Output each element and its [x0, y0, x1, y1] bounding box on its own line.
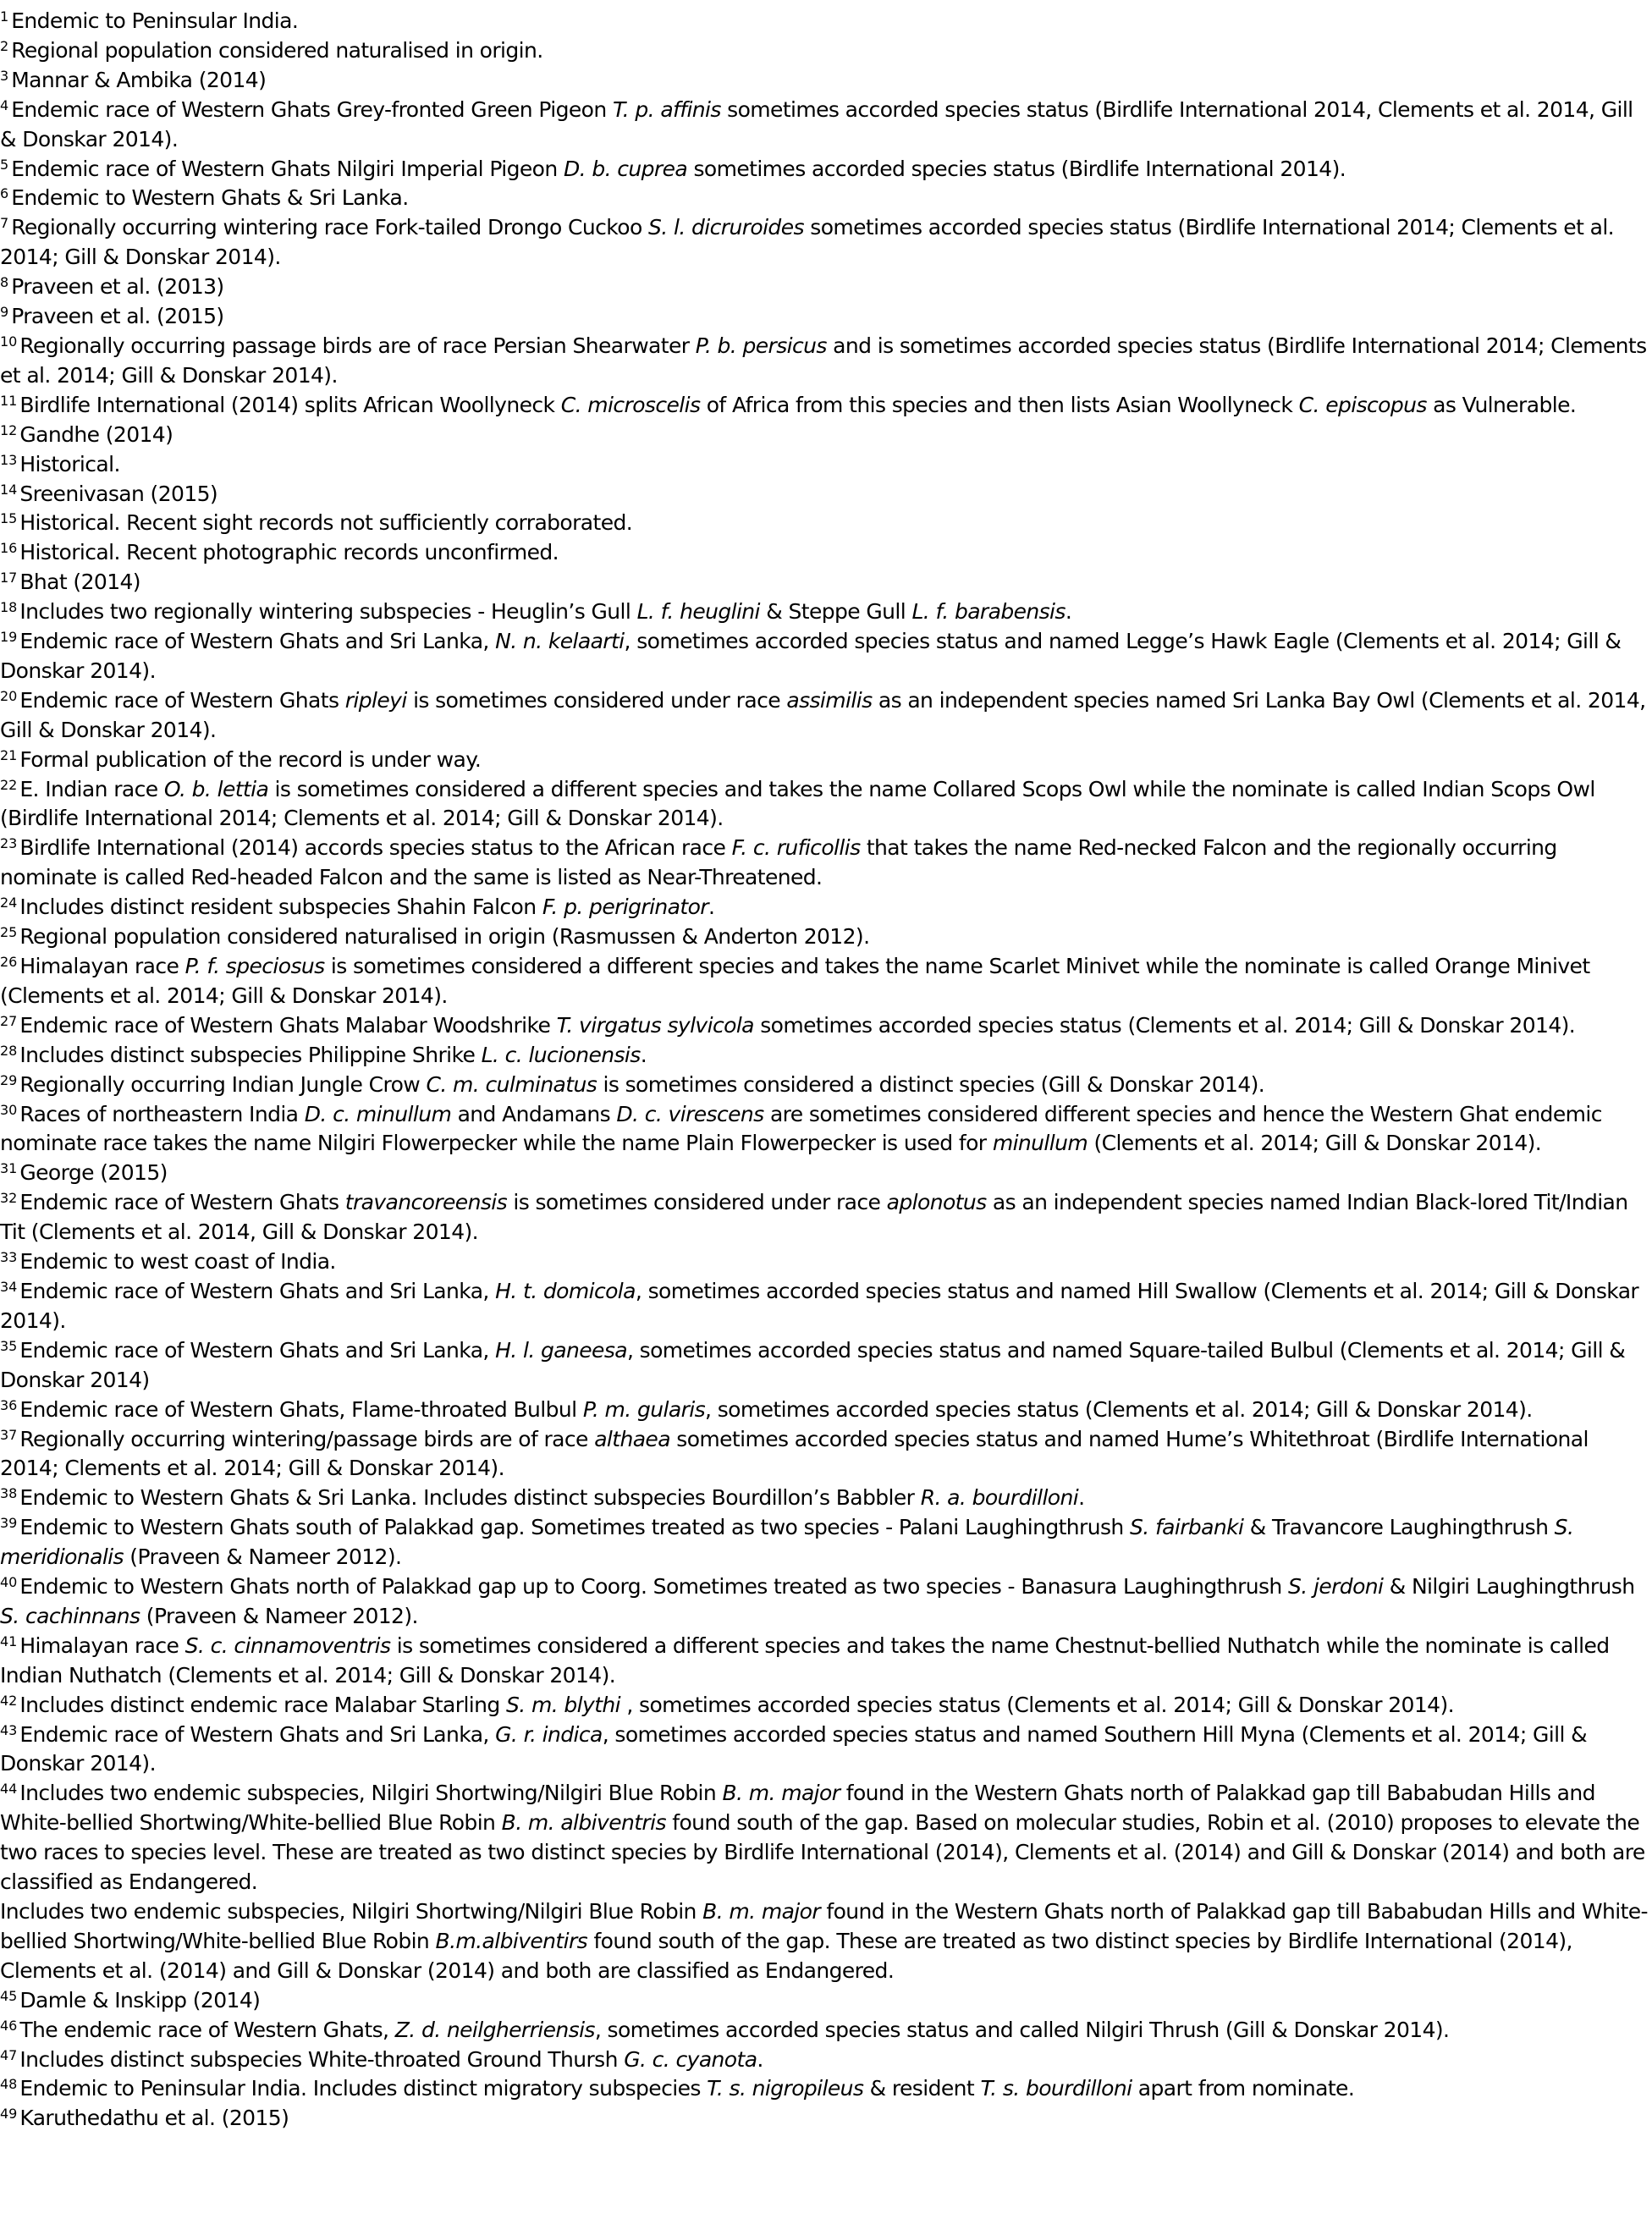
footnote-text: Endemic to Western Ghats & Sri Lanka. Includes distinct subspecies Bourdillon’s Babbler: [19, 1485, 921, 1511]
footnote-number: 34: [0, 1278, 18, 1295]
taxon-name: H. t. domicola: [495, 1278, 636, 1303]
footnote-text: .: [1065, 599, 1072, 625]
footnote: [0, 746, 1650, 775]
footnote-number: 46: [0, 2017, 18, 2034]
footnote-text: found south of the gap. These are treated as two distinct species by Birdlife International (2014), Clements et al. (2014) and Gill & Donskar (2014) and both are classified as Endangered.: [0, 1928, 1572, 1983]
footnote-text: is sometimes considered under race: [406, 687, 787, 713]
footnote-number: 10: [0, 333, 18, 350]
footnote-number: 11: [0, 392, 18, 409]
footnote: [0, 2104, 1650, 2134]
footnote-number: 43: [0, 1721, 18, 1738]
footnote: [0, 922, 1650, 952]
footnote-number: 32: [0, 1190, 18, 1207]
footnote: [0, 1277, 1650, 1336]
footnote: [0, 1100, 1650, 1159]
footnote: [0, 36, 1650, 66]
footnote: [0, 627, 1650, 686]
footnote: [0, 1041, 1650, 1071]
footnote-text: Endemic race of Western Ghats and Sri Lanka,: [19, 1721, 496, 1747]
footnote-number: 25: [0, 924, 18, 941]
footnote-number: 8: [0, 274, 9, 291]
footnote-number: 2: [0, 37, 9, 54]
taxon-name: Z. d. neilgherriensis: [394, 2017, 595, 2042]
taxon-name: D. c. minullum: [304, 1101, 452, 1126]
footnote-text: , sometimes accorded species status and named Legge’s Hawk Eagle (Clements et al. 2014; Gill & Donskar 2014).: [0, 629, 1622, 683]
footnote: [0, 421, 1650, 450]
footnote: [0, 332, 1650, 391]
footnote-text: , sometimes accorded species status (Clements et al. 2014; Gill & Donskar 2014).: [620, 1692, 1454, 1717]
footnote: [0, 1897, 1650, 1986]
footnote-text: , sometimes accorded species status (Clements et al. 2014; Gill & Donskar 2014).: [705, 1396, 1533, 1422]
taxon-name: T. p. affinis: [612, 96, 721, 122]
footnote-text: Sreenivasan (2015): [19, 481, 218, 506]
footnote: [0, 7, 1650, 36]
footnote-text: & resident: [863, 2076, 981, 2101]
footnote-text: sometimes accorded species status (Birdlife International 2014, Clements et al. 2014, Gill & Donskar 2014).: [0, 96, 1633, 151]
footnote-number: 45: [0, 1987, 18, 2004]
taxon-name: B. m. albiventris: [501, 1810, 666, 1836]
footnote-number: 40: [0, 1574, 18, 1591]
taxon-name: assimilis: [786, 687, 873, 713]
footnote-text: Formal publication of the record is under way.: [19, 746, 482, 772]
footnote-number: 42: [0, 1692, 18, 1709]
footnote-number: 13: [0, 451, 18, 468]
taxon-name: C. episcopus: [1298, 392, 1427, 417]
taxon-name: S. fairbanki: [1130, 1515, 1244, 1540]
footnote: [0, 96, 1650, 155]
footnote-number: 22: [0, 776, 18, 793]
taxon-name: F. c. ruficollis: [731, 835, 861, 861]
footnote-text: Mannar & Ambika (2014): [11, 67, 267, 92]
footnote: [0, 2016, 1650, 2046]
footnote-text: Endemic to Peninsular India.: [11, 8, 299, 33]
footnote: [0, 2074, 1650, 2104]
footnote-text: Regionally occurring wintering race Fork-tailed Drongo Cuckoo: [11, 215, 649, 240]
footnote-text: Includes two endemic subspecies, Nilgiri Shortwing/Nilgiri Blue Robin: [19, 1781, 723, 1806]
taxon-name: T. s. bourdilloni: [980, 2076, 1132, 2101]
footnote-text: Damle & Inskipp (2014): [19, 1987, 261, 2013]
footnote-text: .: [640, 1042, 647, 1067]
taxon-name: althaea: [594, 1426, 670, 1451]
taxon-name: L. f. barabensis: [911, 599, 1066, 625]
footnote-text: Praveen et al. (2013): [11, 274, 224, 300]
footnote-number: 12: [0, 421, 18, 438]
footnote-number: 41: [0, 1633, 18, 1649]
footnote: [0, 1721, 1650, 1780]
footnote-number: 3: [0, 67, 9, 84]
footnote: [0, 509, 1650, 538]
footnote-text: Regionally occurring wintering/passage birds are of race: [19, 1426, 595, 1451]
footnote-text: found south of the gap. Based on molecular studies, Robin et al. (2010) proposes to elevate the two races to species level. These are treated as two distinct species by Birdlife International (2014), Clements et al. (2014) and Gill & Donskar (2014) and both are classified as Endangered.: [0, 1810, 1645, 1895]
footnote-number: 31: [0, 1160, 18, 1177]
footnote-text: Historical. Recent photographic records unconfirmed.: [19, 540, 559, 565]
footnote-text: .: [757, 2046, 763, 2072]
taxon-name: minullum: [992, 1131, 1088, 1156]
footnote-text: Regionally occurring passage birds are of race Persian Shearwater: [19, 333, 696, 358]
taxon-name: S. l. dicruroides: [648, 215, 804, 240]
footnote-number: 36: [0, 1396, 18, 1413]
footnote-number: 37: [0, 1426, 18, 1443]
taxon-name: P. b. persicus: [695, 333, 827, 358]
footnote: [0, 1513, 1650, 1572]
footnote-text: Regional population considered naturalised in origin (Rasmussen & Anderton 2012).: [19, 924, 870, 950]
taxon-name: G. r. indica: [495, 1721, 603, 1747]
footnote-text: Includes distinct resident subspecies Shahin Falcon: [19, 895, 542, 920]
footnote-text: Endemic race of Western Ghats Nilgiri Imperial Pigeon: [11, 156, 564, 181]
footnote-number: 28: [0, 1042, 18, 1059]
footnote-text: is sometimes considered under race: [507, 1190, 887, 1215]
footnote-text: (Praveen & Nameer 2012).: [123, 1544, 402, 1570]
taxon-name: T. s. nigropileus: [707, 2076, 864, 2101]
footnote-text: Himalayan race: [19, 954, 185, 978]
footnote-number: 30: [0, 1101, 18, 1118]
footnote-number: 1: [0, 8, 9, 25]
taxon-name: travancoreensis: [344, 1190, 508, 1215]
footnote-text: Historical. Recent sight records not sufficiently corraborated.: [19, 510, 633, 536]
taxon-name: S. c. cinnamoventris: [184, 1633, 391, 1658]
footnote-text: Endemic race of Western Ghats: [19, 1190, 345, 1215]
footnote-number: 14: [0, 481, 18, 498]
footnote-text: & Nilgiri Laughingthrush: [1383, 1574, 1635, 1600]
taxon-name: O. b. lettia: [163, 776, 269, 801]
taxon-name: R. a. bourdilloni: [920, 1485, 1079, 1511]
taxon-name: B. m. major: [722, 1781, 840, 1806]
footnote-text: are sometimes considered different species and hence the Western Ghat endemic nominate race takes the name Nilgiri Flowerpecker while the name Plain Flowerpecker is used for: [0, 1101, 1602, 1156]
footnote: [0, 952, 1650, 1011]
footnote-text: sometimes accorded species status and named Hume’s Whitethroat (Birdlife International 2014; Clements et al. 2014; Gill & Donskar 2014).: [0, 1426, 1589, 1481]
footnote-number: 4: [0, 96, 9, 113]
footnote: [0, 1071, 1650, 1100]
footnote: [0, 184, 1650, 213]
footnote-number: 5: [0, 156, 9, 173]
footnote-text: is sometimes considered a different species and takes the name Scarlet Minivet while the nominate is called Orange Minivet (Clements et al. 2014; Gill & Donskar 2014).: [0, 954, 1590, 1008]
footnote: [0, 1336, 1650, 1396]
footnote-number: 27: [0, 1012, 18, 1029]
taxon-name: L. f. heuglini: [636, 599, 760, 625]
footnote: [0, 155, 1650, 184]
footnote: [0, 480, 1650, 509]
footnote-text: Endemic race of Western Ghats and Sri Lanka,: [19, 1278, 496, 1303]
footnote-number: 20: [0, 687, 18, 704]
footnote-text: .: [1078, 1485, 1085, 1511]
footnote: [0, 834, 1650, 893]
footnote: [0, 538, 1650, 568]
footnote-number: 38: [0, 1485, 18, 1502]
footnote-text: and is sometimes accorded species status (Birdlife International 2014; Clements et al. 2014; Gill & Donskar 2014).: [0, 333, 1647, 388]
footnote-text: Regional population considered naturalised in origin.: [11, 37, 543, 63]
footnote-number: 18: [0, 599, 18, 616]
taxon-name: S. meridionalis: [0, 1515, 1574, 1570]
footnote-number: 17: [0, 570, 18, 586]
footnote-text: Endemic race of Western Ghats: [19, 687, 345, 713]
taxon-name: C. m. culminatus: [426, 1071, 597, 1097]
footnote-text: as an independent species named Sri Lanka Bay Owl (Clements et al. 2014, Gill & Donskar 2014).: [0, 687, 1646, 742]
footnote-text: & Travancore Laughingthrush: [1243, 1515, 1555, 1540]
taxon-name: S. cachinnans: [0, 1603, 140, 1628]
taxon-name: S. m. blythi: [506, 1692, 621, 1717]
footnote-text: Includes distinct subspecies Philippine Shrike: [19, 1042, 482, 1067]
footnote-number: 48: [0, 2076, 18, 2093]
footnote-text: Endemic to Western Ghats north of Palakkad gap up to Coorg. Sometimes treated as two species - Banasura Laughingthrush: [19, 1574, 1289, 1600]
footnote-number: 29: [0, 1071, 18, 1088]
footnote-text: E. Indian race: [19, 776, 164, 801]
taxon-name: H. l. ganeesa: [495, 1337, 627, 1363]
footnote-text: Races of northeastern India: [19, 1101, 305, 1126]
footnote: [0, 302, 1650, 332]
footnote-text: & Steppe Gull: [759, 599, 912, 625]
footnote-text: , sometimes accorded species status and called Nilgiri Thrush (Gill & Donskar 2014).: [594, 2017, 1450, 2042]
taxon-name: N. n. kelaarti: [495, 629, 625, 654]
footnote: [0, 1572, 1650, 1632]
footnote-text: sometimes accorded species status (Birdlife International 2014; Clements et al. 2014; Gill & Donskar 2014).: [0, 215, 1615, 270]
footnote: [0, 391, 1650, 421]
footnote-text: Endemic race of Western Ghats and Sri Lanka,: [19, 629, 496, 654]
footnote: [0, 1691, 1650, 1721]
footnote-text: apart from nominate.: [1132, 2076, 1355, 2101]
footnote-text: Endemic race of Western Ghats Grey-fronted Green Pigeon: [11, 96, 613, 122]
footnote-number: 47: [0, 2046, 18, 2063]
footnote-number: 15: [0, 510, 18, 527]
footnote: [0, 2046, 1650, 2075]
footnote: [0, 1632, 1650, 1691]
footnote-text: The endemic race of Western Ghats,: [19, 2017, 395, 2042]
footnote: [0, 1188, 1650, 1247]
footnote-number: 44: [0, 1781, 18, 1798]
footnote-text: Endemic to Peninsular India. Includes distinct migratory subspecies: [19, 2076, 708, 2101]
taxon-name: B.m.albiventirs: [435, 1928, 588, 1953]
footnote-number: 26: [0, 954, 18, 970]
footnote-text: (Clements et al. 2014; Gill & Donskar 2014).: [1088, 1131, 1542, 1156]
taxon-name: ripleyi: [344, 687, 407, 713]
footnote-text: .: [708, 895, 715, 920]
footnote-number: 49: [0, 2106, 18, 2123]
footnote-text: as Vulnerable.: [1426, 392, 1577, 417]
footnote-text: as an independent species named Indian Black-lored Tit/Indian Tit (Clements et al. 2014, Gill & Donskar 2014).: [0, 1190, 1628, 1245]
footnote: [0, 1779, 1650, 1897]
footnote-text: , sometimes accorded species status and named Square-tailed Bulbul (Clements et al. 2014; Gill & Donskar 2014): [0, 1337, 1626, 1392]
taxon-name: P. m. gularis: [582, 1396, 706, 1422]
footnote-text: Endemic race of Western Ghats, Flame-throated Bulbul: [19, 1396, 583, 1422]
footnote-text: Endemic race of Western Ghats and Sri Lanka,: [19, 1337, 496, 1363]
footnote: [0, 1011, 1650, 1041]
footnote-text: found in the Western Ghats north of Palakkad gap till Bababudan Hills and White-bellied Shortwing/White-bellied Blue Robin: [0, 1899, 1648, 1953]
footnote-number: 21: [0, 746, 18, 763]
footnote-text: found in the Western Ghats north of Palakkad gap till Bababudan Hills and White-bellied Shortwing/White-bellied Blue Robin: [0, 1781, 1595, 1836]
taxon-name: B. m. major: [702, 1899, 821, 1924]
footnote: [0, 66, 1650, 96]
footnote-number: 16: [0, 540, 18, 557]
taxon-name: D. b. cuprea: [563, 156, 688, 181]
footnote-text: (Praveen & Nameer 2012).: [140, 1603, 418, 1628]
footnote: [0, 775, 1650, 834]
footnote-text: Bhat (2014): [19, 570, 140, 595]
footnote-text: George (2015): [19, 1160, 168, 1186]
footnote-number: 23: [0, 835, 18, 852]
taxon-name: L. c. lucionensis: [481, 1042, 641, 1067]
footnote-number: 33: [0, 1249, 18, 1266]
footnote-text: Birdlife International (2014) accords species status to the African race: [19, 835, 732, 861]
footnote-text: Endemic to west coast of India.: [19, 1249, 336, 1275]
footnote-text: Regionally occurring Indian Jungle Crow: [19, 1071, 427, 1097]
footnote-text: , sometimes accorded species status and named Hill Swallow (Clements et al. 2014; Gill & Donskar 2014).: [0, 1278, 1639, 1333]
taxon-name: S. jerdoni: [1288, 1574, 1384, 1600]
footnote: [0, 597, 1650, 627]
footnote-text: Includes distinct subspecies White-throated Ground Thursh: [19, 2046, 625, 2072]
footnote-text: Includes two endemic subspecies, Nilgiri Shortwing/Nilgiri Blue Robin: [0, 1899, 703, 1924]
footnote-text: is sometimes considered a different species and takes the name Collared Scops Owl while the nominate is called Indian Scops Owl (Birdlife International 2014; Clements et al. 2014; Gill & Donskar 2014).: [0, 776, 1595, 831]
footnote-text: of Africa from this species and then lists Asian Woollyneck: [700, 392, 1299, 417]
footnote-text: Praveen et al. (2015): [11, 304, 224, 329]
taxon-name: D. c. virescens: [616, 1101, 764, 1126]
footnote: [0, 1159, 1650, 1188]
footnote-text: Himalayan race: [19, 1633, 185, 1658]
footnote: [0, 1484, 1650, 1513]
footnote-number: 9: [0, 304, 9, 321]
footnote-text: and Andamans: [451, 1101, 617, 1126]
footnote-text: sometimes accorded species status (Clements et al. 2014; Gill & Donskar 2014).: [753, 1012, 1576, 1038]
footnote-number: 6: [0, 185, 9, 202]
taxon-name: G. c. cyanota: [624, 2046, 757, 2072]
footnotes-list: [0, 7, 1650, 2134]
footnote-number: 35: [0, 1337, 18, 1354]
footnote: [0, 568, 1650, 597]
footnote-text: Karuthedathu et al. (2015): [19, 2106, 289, 2131]
footnote-number: 39: [0, 1515, 18, 1532]
footnote-number: 24: [0, 895, 18, 911]
taxon-name: aplonotus: [886, 1190, 987, 1215]
footnote-text: Gandhe (2014): [19, 421, 173, 447]
footnote-text: Includes distinct endemic race Malabar Starling: [19, 1692, 506, 1717]
footnote: [0, 1396, 1650, 1425]
footnote-text: Endemic to Western Ghats south of Palakkad gap. Sometimes treated as two species - Palani Laughingthrush: [19, 1515, 1130, 1540]
footnote-text: Birdlife International (2014) splits African Woollyneck: [19, 392, 561, 417]
footnote-text: Endemic race of Western Ghats Malabar Woodshrike: [19, 1012, 557, 1038]
footnote-text: Includes two regionally wintering subspecies - Heuglin’s Gull: [19, 599, 637, 625]
footnote: [0, 213, 1650, 273]
footnote: [0, 686, 1650, 746]
footnote: [0, 1425, 1650, 1484]
footnote-text: is sometimes considered a distinct species (Gill & Donskar 2014).: [597, 1071, 1265, 1097]
footnote: [0, 1247, 1650, 1277]
footnote-text: Historical.: [19, 451, 120, 476]
footnote-text: , sometimes accorded species status and named Southern Hill Myna (Clements et al. 2014; Gill & Donskar 2014).: [0, 1721, 1588, 1776]
footnote: [0, 273, 1650, 302]
footnote-number: 7: [0, 215, 9, 232]
footnote-text: sometimes accorded species status (Birdlife International 2014).: [687, 156, 1346, 181]
taxon-name: C. microscelis: [560, 392, 701, 417]
taxon-name: T. virgatus sylvicola: [556, 1012, 754, 1038]
taxon-name: P. f. speciosus: [184, 954, 325, 978]
taxon-name: F. p. perigrinator: [542, 895, 708, 920]
footnote: [0, 450, 1650, 480]
footnote-number: 19: [0, 629, 18, 646]
footnote-text: that takes the name Red-necked Falcon and the regionally occurring nominate is called Red-headed Falcon and the same is listed as Near-Threatened.: [0, 835, 1557, 890]
footnote: [0, 1986, 1650, 2016]
footnote-text: is sometimes considered a different species and takes the name Chestnut-bellied Nuthatch while the nominate is called Indian Nuthatch (Clements et al. 2014; Gill & Donskar 2014).: [0, 1633, 1610, 1688]
footnote: [0, 893, 1650, 922]
footnote-text: Endemic to Western Ghats & Sri Lanka.: [11, 185, 409, 211]
